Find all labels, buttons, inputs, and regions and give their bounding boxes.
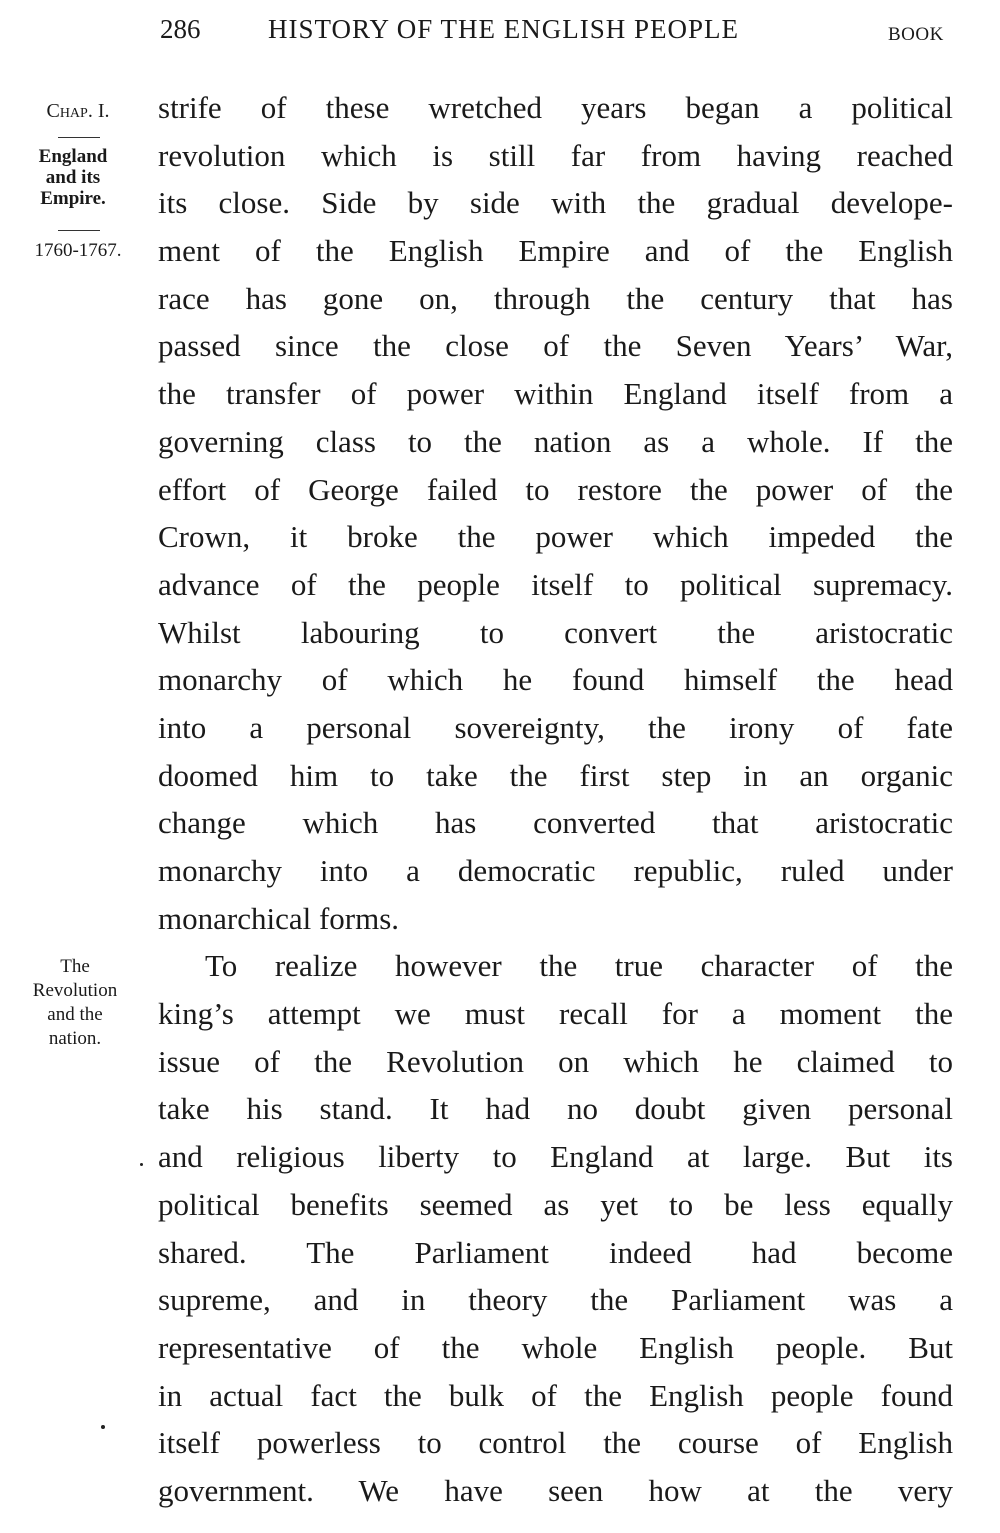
- sidenote-line: and its: [45, 167, 101, 188]
- text-line: in actual fact the bulk of the English people found: [158, 1377, 953, 1413]
- ink-speck: [101, 1425, 105, 1429]
- text-line: doomed him to take the first step in an organic: [158, 757, 953, 793]
- text-line: governing class to the nation as a whole. If the: [158, 423, 953, 459]
- sidenote-revolution-nation: [10, 955, 140, 1051]
- margin-rule-bottom: [58, 230, 100, 231]
- sidenote-line: nation.: [48, 1028, 102, 1049]
- text-line: monarchy of which he found himself the head: [158, 662, 953, 698]
- page-number: 286: [160, 14, 201, 44]
- sidenote-england-empire: [18, 146, 128, 209]
- text-line: race has gone on, through the century that has: [158, 280, 953, 316]
- book-label: BOOK: [888, 24, 944, 45]
- text-line: and religious liberty to England at large. But its: [158, 1139, 953, 1175]
- text-line: into a personal sovereignty, the irony of fate: [158, 709, 953, 745]
- paragraph-1: [158, 84, 953, 942]
- margin-rule-top: [58, 137, 100, 138]
- sidenote-line: Revolution: [32, 980, 118, 1001]
- text-line: revolution which is still far from having reached: [158, 137, 953, 173]
- text-line: supreme, and in theory the Parliament was a: [158, 1282, 953, 1318]
- sidenote-line: and the: [47, 1004, 103, 1025]
- text-line: its close. Side by side with the gradual develope-: [158, 185, 953, 221]
- text-line: issue of the Revolution on which he claimed to: [158, 1043, 953, 1079]
- text-line: the transfer of power within England itself from a: [158, 376, 953, 412]
- running-title: HISTORY OF THE ENGLISH PEOPLE: [268, 14, 740, 44]
- text-line: king’s attempt we must recall for a moment the: [158, 996, 953, 1032]
- text-line: Whilst labouring to convert the aristocratic: [158, 614, 953, 650]
- sidenote-line: The: [60, 956, 90, 977]
- text-line: representative of the whole English people. But: [158, 1329, 953, 1365]
- text-line: itself powerless to control the course of English: [158, 1425, 953, 1461]
- body-text: [158, 84, 953, 1515]
- text-line: government. We have seen how at the very: [158, 1472, 953, 1508]
- text-line: strife of these wretched years began a political: [158, 90, 953, 125]
- text-line: take his stand. It had no doubt given personal: [158, 1091, 953, 1127]
- text-line: shared. The Parliament indeed had become: [158, 1234, 953, 1270]
- text-line: passed since the close of the Seven Years’ War,: [158, 328, 953, 364]
- text-line: political benefits seemed as yet to be less equally: [158, 1186, 953, 1222]
- text-line: ment of the English Empire and of the English: [158, 233, 953, 269]
- sidenote-line: Empire.: [40, 188, 106, 209]
- text-line: change which has converted that aristocratic: [158, 805, 953, 841]
- text-line: Crown, it broke the power which impeded the: [158, 519, 953, 555]
- text-line: effort of George failed to restore the power of the: [158, 471, 953, 507]
- sidenote-line: England: [38, 146, 108, 167]
- paragraph-2: [158, 942, 953, 1514]
- sidenote-dates: 1760-1767.: [34, 240, 122, 261]
- text-line: To realize however the true character of the: [205, 948, 953, 984]
- chapter-label: Chap. I.: [46, 100, 110, 122]
- ink-speck: [140, 1163, 143, 1166]
- text-line: monarchical forms.: [158, 900, 400, 936]
- text-line: advance of the people itself to political supremacy.: [158, 566, 953, 602]
- text-line: monarchy into a democratic republic, ruled under: [158, 853, 953, 888]
